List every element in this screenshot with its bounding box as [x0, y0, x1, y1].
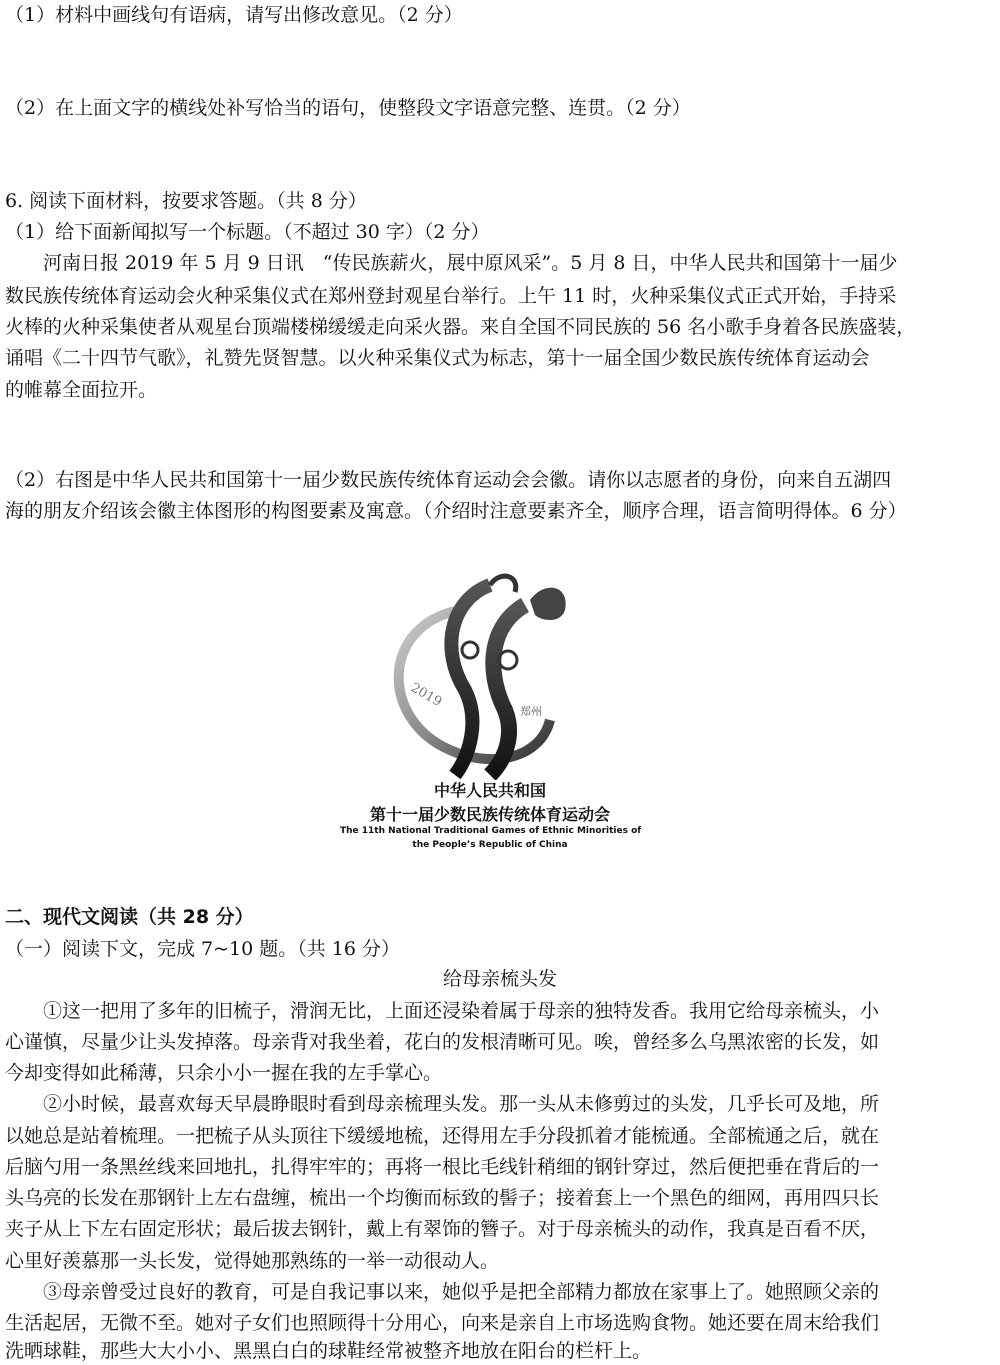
emblem-year: 2019 — [408, 680, 445, 711]
article-line: ②小时候，最喜欢每天早晨睁眼时看到母亲梳理头发。那一头从未修剪过的头发，几乎长可及地，所 — [5, 1093, 880, 1115]
article-line: ①这一把用了多年的旧梳子，滑润无比，上面还浸染着属于母亲的独特发香。我用它给母亲梳头，小 — [5, 1000, 880, 1022]
q6-sub2-line: （2）右图是中华人民共和国第十一届少数民族传统体育运动会会徽。请你以志愿者的身份，向来自五湖四 — [5, 469, 892, 491]
article-line: 洗晒球鞋，那些大大小小、黑黑白白的球鞋经常被整齐地放在阳台的栏杆上。 — [5, 1340, 652, 1362]
article-line: ③母亲曾受过良好的教育，可是自我记事以来，她似乎是把全部精力都放在家事上了。她照顾父亲的 — [5, 1281, 880, 1303]
section2-part1: （一）阅读下文，完成 7~10 题。（共 16 分） — [5, 938, 401, 960]
article-title: 给母亲梳头发 — [442, 968, 557, 990]
q6-heading: 6. 阅读下面材料，按要求答题。（共 8 分） — [5, 190, 367, 212]
emblem-city: 郑州 — [520, 705, 542, 718]
article-line: 心里好羡慕那一头长发，觉得她那熟练的一举一动很动人。 — [5, 1250, 500, 1272]
article-line: 心谨慎，尽量少让头发掉落。母亲背对我坐着，花白的发根清晰可见。唉，曾经多么乌黑浓密的长发，如 — [5, 1031, 880, 1053]
news-line: 河南日报 2019 年 5 月 9 日讯 “传民族薪火，展中原风采”。5 月 8 日，中华人民共和国第十一届少 — [5, 252, 898, 274]
news-line: 火棒的火种采集使者从观星台顶端楼梯缓缓走向采火器。来自全国不同民族的 56 名小歌手身着各民族盛装， — [5, 316, 916, 338]
section2-heading: 二、现代文阅读（共 28 分） — [5, 906, 254, 928]
news-line: 诵唱《二十四节气歌》，礼赞先贤智慧。以火种采集仪式为标志，第十一届全国少数民族传统体育运动会 — [5, 347, 870, 369]
article-line: 后脑勺用一条黑丝线来回地扎，扎得牢牢的；再将一根比毛线针稍细的钢针穿过，然后便把垂在背后的一 — [5, 1156, 880, 1178]
q5-sub1: （1）材料中画线句有语病，请写出修改意见。（2 分） — [5, 4, 463, 26]
q6-sub1: （1）给下面新闻拟写一个标题。（不超过 30 字）（2 分） — [5, 221, 490, 243]
emblem-title-cn-1: 中华人民共和国 — [433, 781, 546, 800]
games-emblem — [340, 570, 640, 860]
article-line: 今却变得如此稀薄，只余小小一握在我的左手掌心。 — [5, 1062, 443, 1084]
news-line: 的帷幕全面拉开。 — [5, 379, 158, 401]
emblem-title-en-2: the People’s Republic of China — [412, 840, 568, 850]
q5-sub2: （2）在上面文字的横线处补写恰当的语句，使整段文字语意完整、连贯。（2 分） — [5, 97, 691, 119]
emblem-title-en-1: The 11th National Traditional Games of Ethnic Minorities of — [340, 826, 642, 836]
article-line: 夹子从上下左右固定形状；最后拔去钢针，戴上有翠饰的簪子。对于母亲梳头的动作，我真是百看不厌， — [5, 1218, 880, 1240]
article-line: 以她总是站着梳理。一把梳子从头顶往下缓缓地梳，还得用左手分段抓着才能梳通。全部梳通之后，就在 — [5, 1125, 880, 1147]
emblem-title-cn-2: 第十一届少数民族传统体育运动会 — [369, 805, 610, 824]
emblem-graphic — [340, 570, 640, 780]
article-line: 生活起居，无微不至。她对子女们也照顾得十分用心，向来是亲自上市场选购食物。她还要在周末给我们 — [5, 1312, 880, 1334]
news-line: 数民族传统体育运动会火种采集仪式在郑州登封观星台举行。上午 11 时，火种采集仪式正式开始，手持采 — [5, 285, 897, 307]
article-line: 头乌亮的长发在那钢针上左右盘缠，梳出一个均衡而标致的髻子；接着套上一个黑色的细网，再用四只长 — [5, 1187, 880, 1209]
q6-sub2-line: 海的朋友介绍该会徽主体图形的构图要素及寓意。（介绍时注意要素齐全，顺序合理，语言简明得体。6 分） — [5, 500, 907, 522]
